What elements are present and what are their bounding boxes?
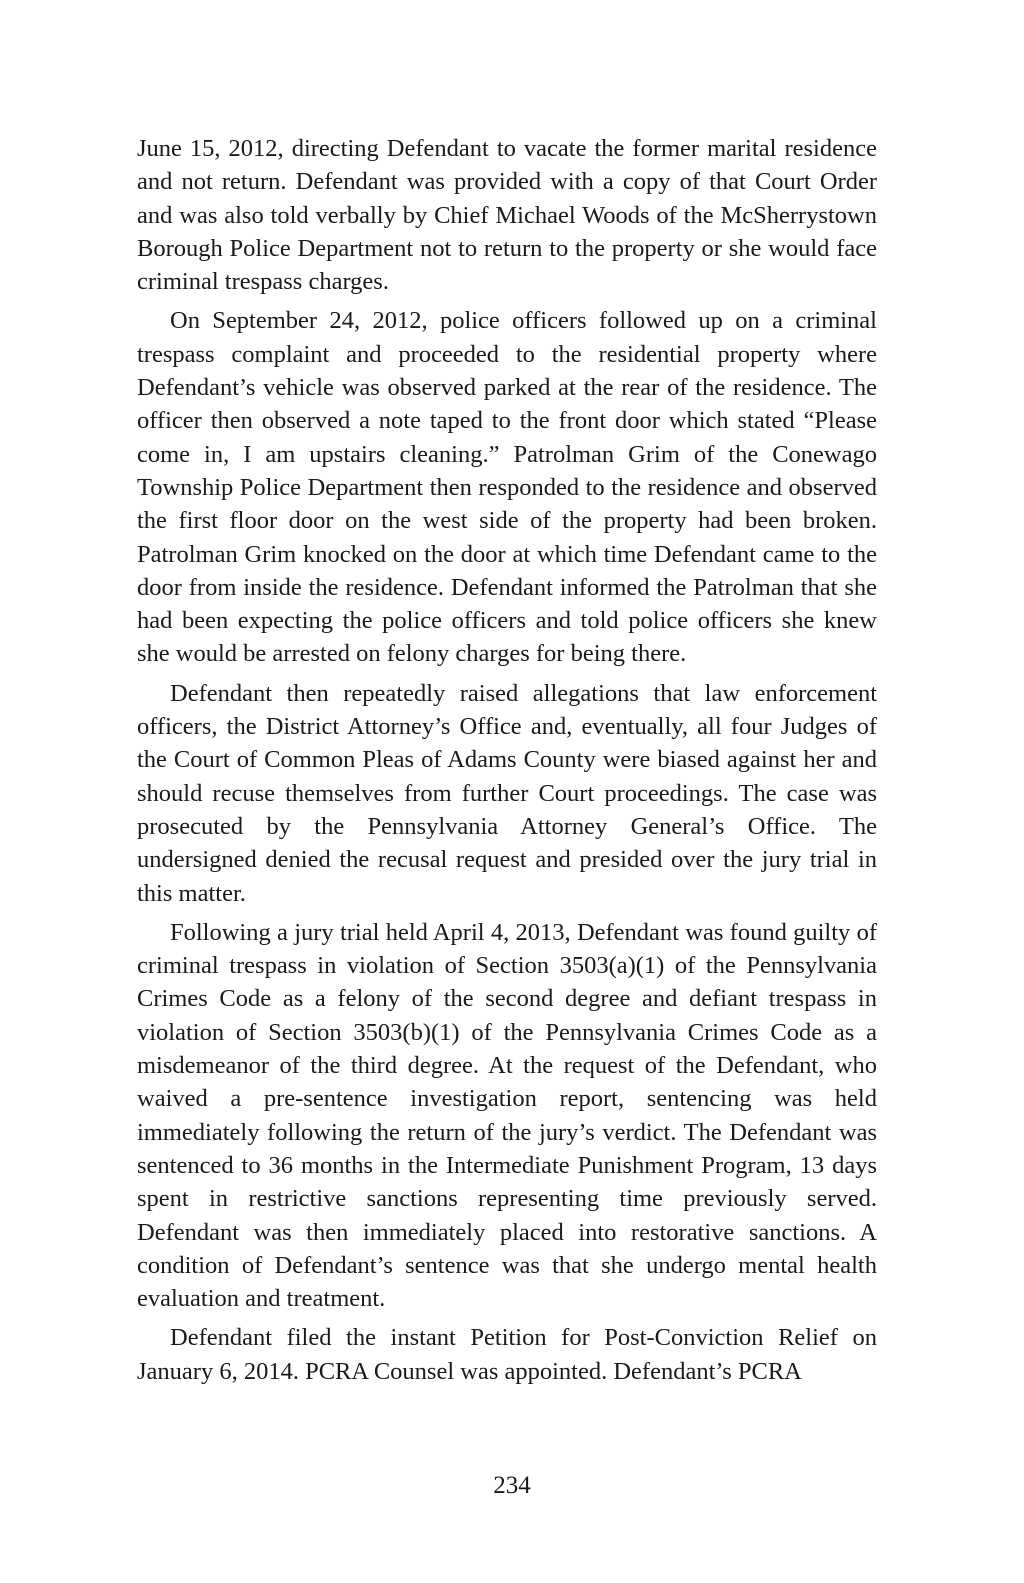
page-number: 234 xyxy=(493,1472,531,1499)
paragraph-3: Defendant then repeatedly raised allegations that law enforcement officers, the District Attorney’s Office and, eventually, all four Judges of the Court of Common Pleas of Adams County were biased against her and should recuse themselves from further Court proceedings. The case was prosecuted by the Pennsylvania Attorney General’s Office. The undersigned denied the recusal request and presided over the jury trial in this matter. xyxy=(137,679,877,907)
body-text xyxy=(137,132,877,1394)
paragraph-2: On September 24, 2012, police officers followed up on a criminal trespass complaint and proceeded to the residential property where Defendant’s vehicle was observed parked at the rear of the residence. The officer then observed a note taped to the front door which stated “Please come in, I am upstairs cleaning.” Patrolman Grim of the Conewago Township Police Department then responded to the residence and observed the first floor door on the west side of the property had been broken. Patrolman Grim knocked on the door at which time Defendant came to the door from inside the residence. Defendant informed the Patrolman that she had been expecting the police officers and told police officers she knew she would be arrested on felony charges for being there. xyxy=(137,307,877,668)
paragraph-1: June 15, 2012, directing Defendant to vacate the former marital residence and not return. Defendant was provided with a copy of that Court Order and was also told verbally by Chief Michael Woods of the McSherrystown Borough Police Department not to return to the property or she would face criminal trespass charges. xyxy=(137,135,877,296)
paragraph-5: Defendant filed the instant Petition for Post-Conviction Relief on January 6, 2014. PCRA Counsel was appointed. Defendant’s PCRA xyxy=(137,1324,877,1385)
paragraph-4: Following a jury trial held April 4, 2013, Defendant was found guilty of criminal trespass in violation of Section 3503(a)(1) of the Pennsylvania Crimes Code as a felony of the second degree and defiant trespass in violation of Section 3503(b)(1) of the Pennsylvania Crimes Code as a misdemeanor of the third degree. At the request of the Defendant, who waived a pre-sentence investigation report, sentencing was held immediately following the return of the jury’s verdict. The Defendant was sentenced to 36 months in the Intermediate Punishment Program, 13 days spent in restrictive sanctions representing time previously served. Defendant was then immediately placed into restorative sanctions. A condition of Defendant’s sentence was that she undergo mental health evaluation and treatment. xyxy=(137,918,877,1313)
